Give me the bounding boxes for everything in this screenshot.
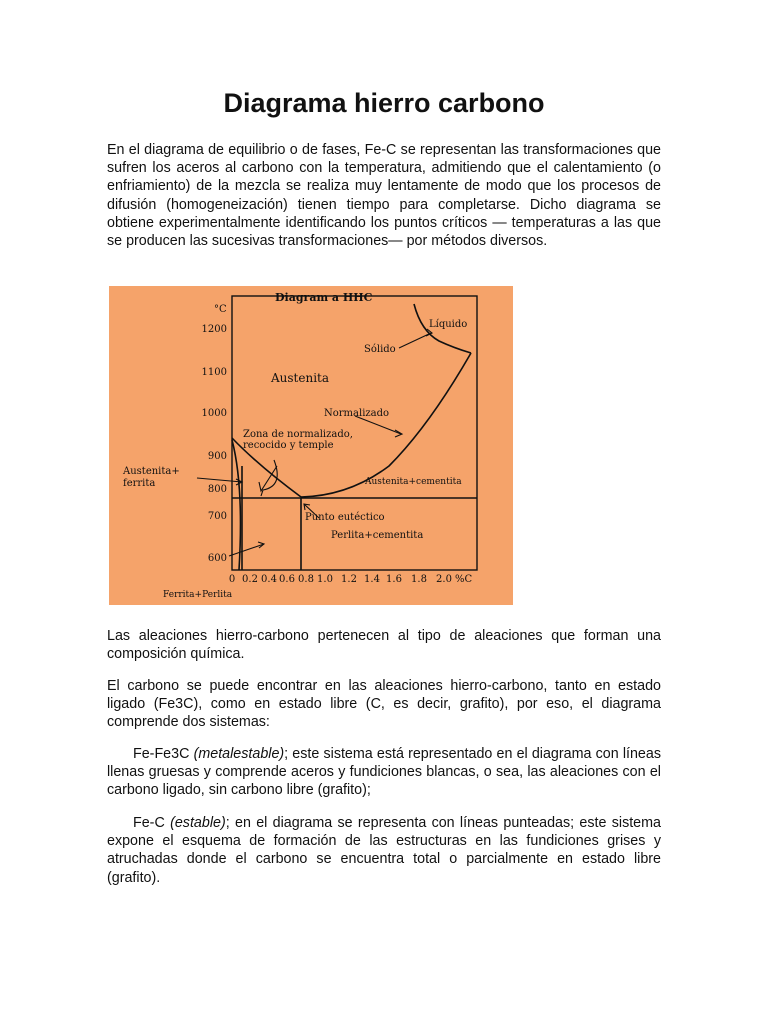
label-punto-eutectico: Punto eutéctico — [305, 512, 385, 523]
y-tick-label: 800 — [207, 484, 227, 495]
bullet-text: ; este sistema está representado en el diagrama con líneas llenas gruesas y comprende aceros y fundiciones blancas, o sea, las aleaciones con el carbono ligado, sin carbono libre (grafito); — [107, 746, 661, 799]
y-tick-label: 1000 — [201, 408, 227, 419]
ferrite-solvus-line — [232, 440, 240, 570]
diagram-title: Diagram a HHC — [275, 291, 373, 304]
label-normalizado: Normalizado — [324, 408, 390, 419]
x-tick-label: 0.2 — [242, 574, 258, 585]
label-zona-1: Zona de normalizado, — [243, 429, 353, 440]
x-tick-label: 0 — [228, 574, 236, 585]
bullet-text: ; en el diagrama se representa con líneas punteadas; este sistema expone el esquema de formación de las estructuras en las fundiciones grises y atruchadas donde el carbono se encuentra total o parcialmente en estado libre (grafito). — [107, 815, 661, 886]
bullet-qualifier: (estable) — [170, 815, 226, 831]
label-austenita-ferrita-1: Austenita+ — [123, 466, 180, 477]
x-tick-label: 2.0 — [436, 574, 452, 585]
page-title: Diagrama hierro carbono — [223, 88, 545, 118]
arrow-line — [197, 478, 242, 482]
x-unit-label: %C — [455, 574, 473, 585]
bullet-term: Fe-Fe3C — [133, 746, 190, 762]
label-zona-2: recocido y temple — [243, 440, 334, 451]
paragraph-carbon-states: El carbono se puede encontrar en las aleaciones hierro-carbono, tanto en estado ligado (Fe3C), como en estado libre (C, es decir, grafito), por eso, el diagrama comprende dos sistemas: — [107, 678, 661, 731]
x-tick-label: 1.4 — [364, 574, 380, 585]
bullet-stable — [107, 814, 661, 887]
x-tick-label: 1.6 — [386, 574, 402, 585]
x-tick-label: 1.2 — [341, 574, 357, 585]
y-tick-label: 1100 — [201, 367, 227, 378]
y-tick-label: 1200 — [201, 324, 227, 335]
label-austenita-cementita: Austenita+cementita — [365, 477, 462, 487]
y-unit-label: °C — [214, 304, 227, 315]
y-tick-label: 700 — [207, 511, 227, 522]
label-perlita-cementita: Perlita+cementita — [331, 530, 424, 541]
label-ferrita-perlita: Ferrita+Perlita — [163, 590, 233, 600]
bullet-qualifier: (metalestable) — [193, 746, 285, 762]
x-tick-label: 1.8 — [411, 574, 427, 585]
intro-paragraph: En el diagrama de equilibrio o de fases, Fe-C se representan las transformaciones que sufren los aceros al carbono con la temperatura, admitiendo que el calentamiento (o enfriamiento) de la mezcla se realiza muy lentamente de modo que los procesos de difusión (homogeneización) tienen tiempo para completarse. Dicho diagrama se obtiene experimentalmente identificando los puntos críticos — temperaturas a las que se producen las sucesivas transformaciones— por métodos diversos. — [107, 142, 661, 250]
arrow-line — [399, 333, 431, 348]
arrow-line — [229, 544, 264, 556]
label-solido: Sólido — [364, 344, 396, 355]
label-austenita: Austenita — [271, 371, 330, 385]
bullet-metastable — [107, 745, 661, 800]
x-tick-label: 0.4 — [261, 574, 277, 585]
label-liquido: Líquido — [429, 319, 468, 330]
arrow-line — [259, 466, 277, 491]
y-tick-label: 900 — [207, 451, 227, 462]
y-tick-label: 600 — [207, 553, 227, 564]
iron-carbon-diagram-figure — [109, 286, 513, 605]
paragraph-alloys: Las aleaciones hierro-carbono pertenecen al tipo de aleaciones que forman una composición química. — [107, 628, 661, 663]
bullet-term: Fe-C — [133, 815, 165, 831]
iron-carbon-diagram — [109, 286, 513, 605]
x-tick-label: 0.8 — [298, 574, 314, 585]
x-tick-label: 1.0 — [317, 574, 333, 585]
x-tick-label: 0.6 — [279, 574, 295, 585]
label-austenita-ferrita-2: ferrita — [123, 478, 156, 489]
